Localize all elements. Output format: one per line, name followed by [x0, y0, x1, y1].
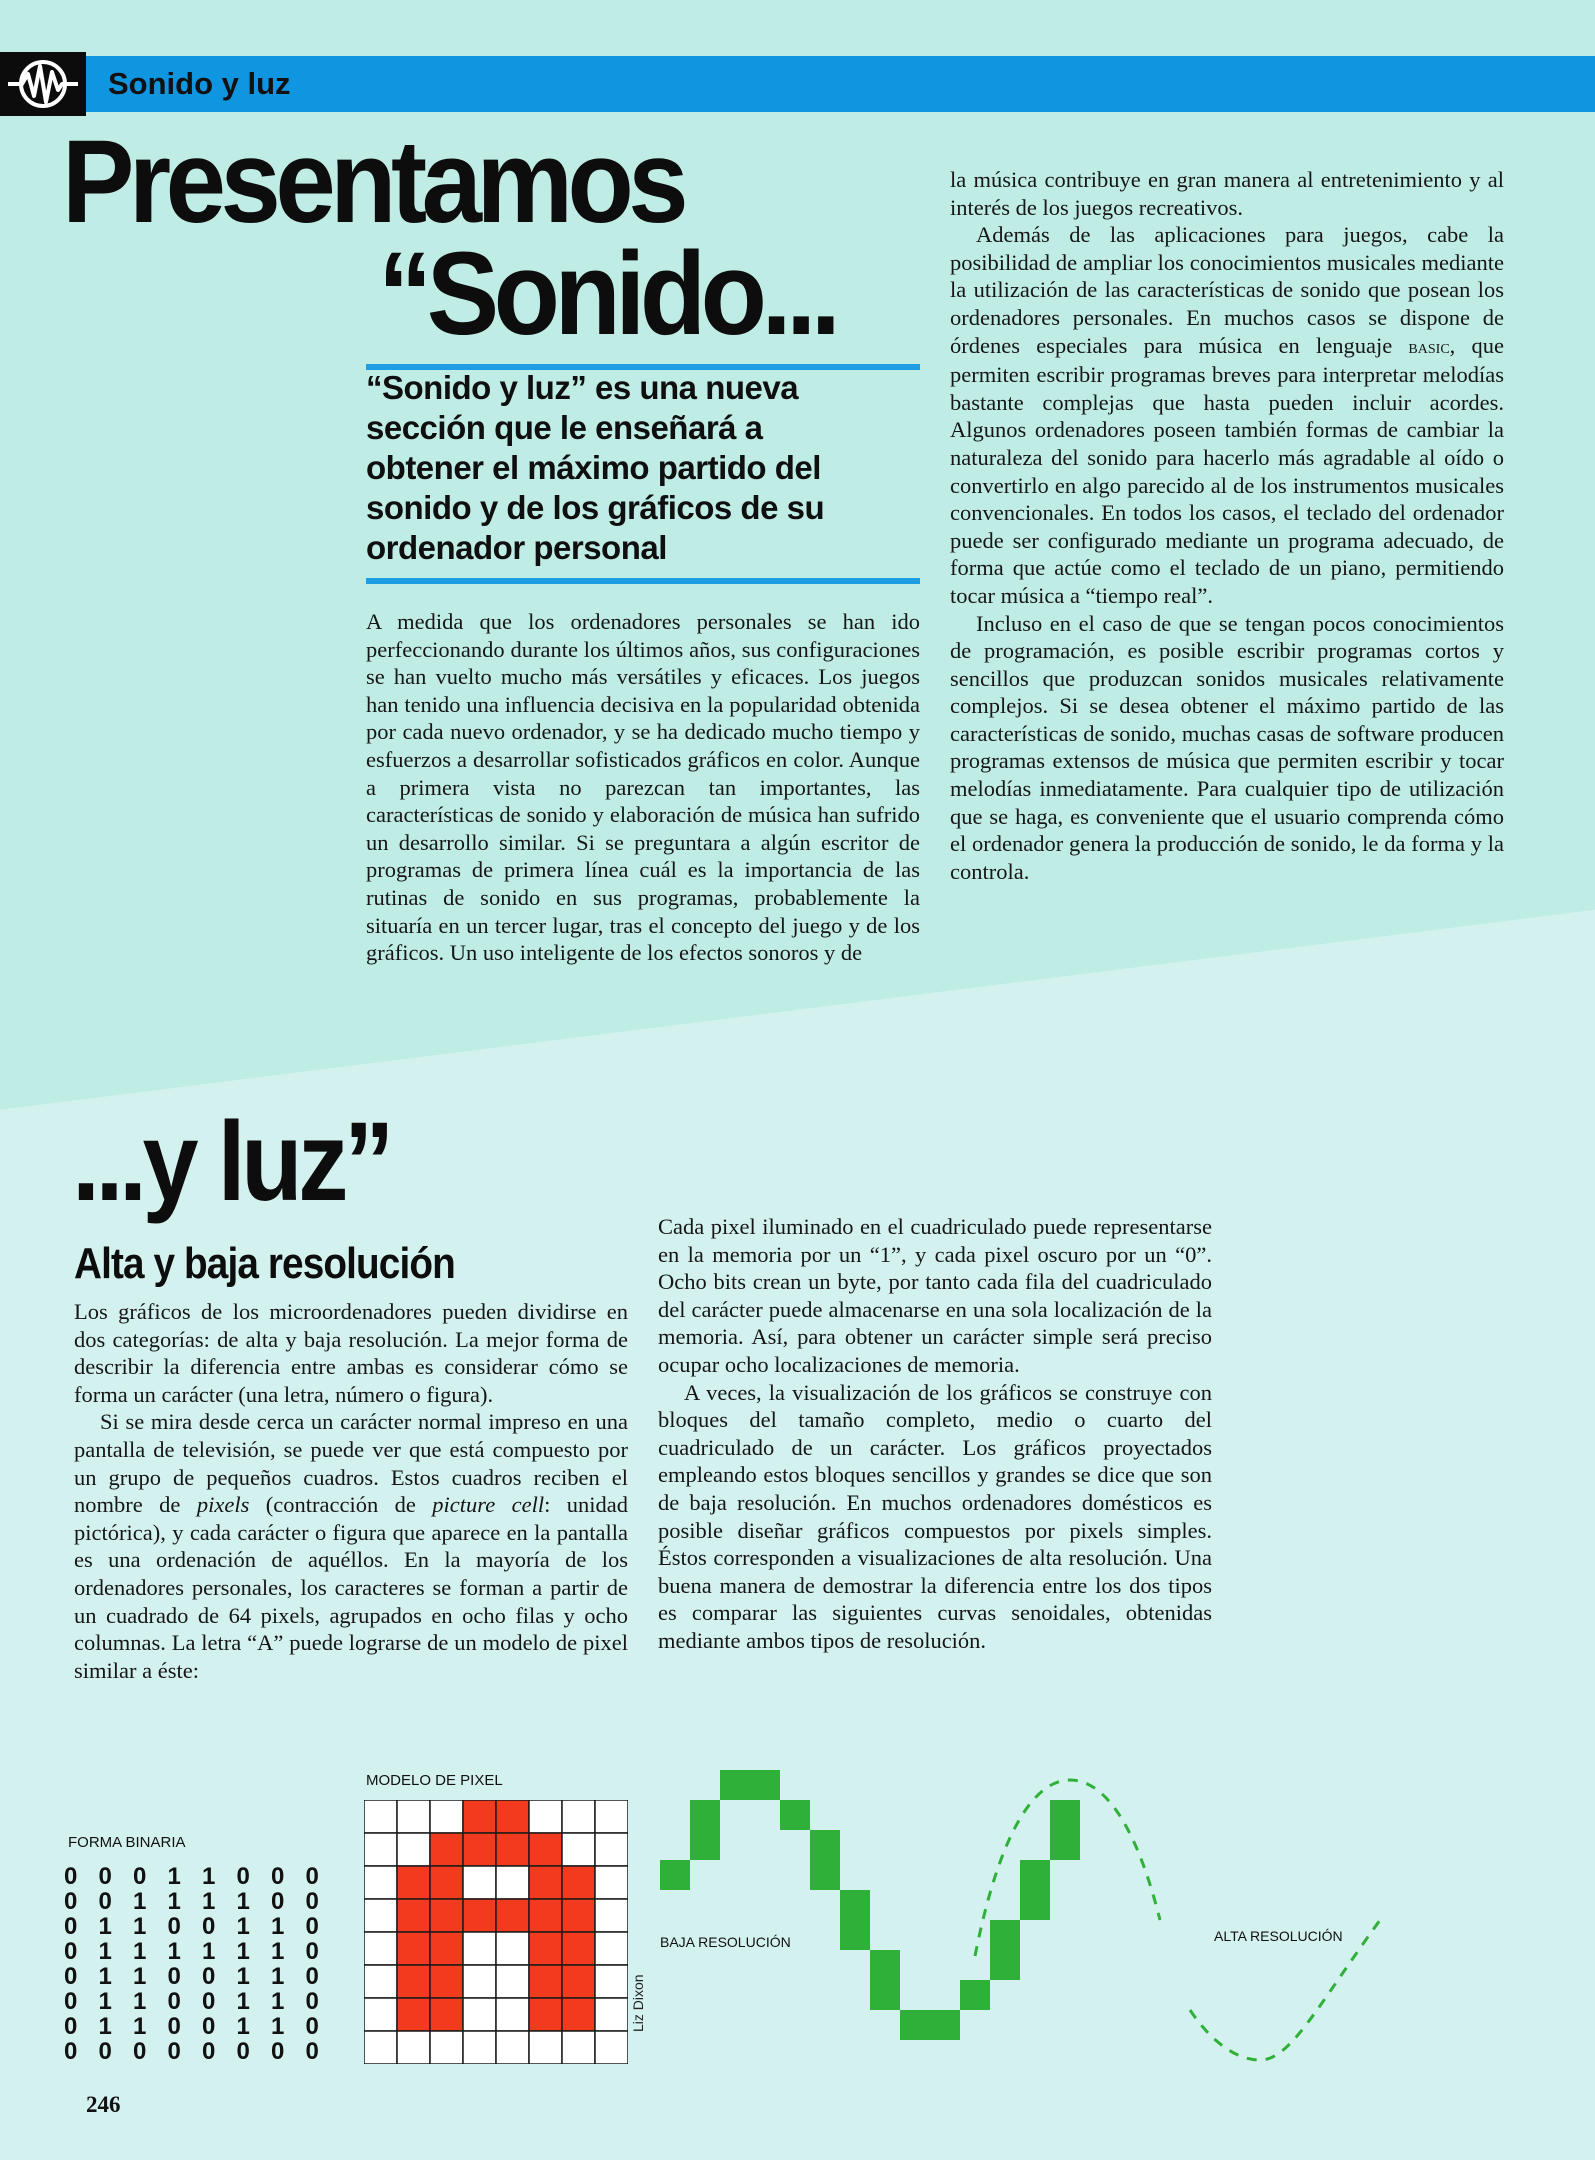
binary-digit: 1	[133, 1888, 147, 1915]
lit-pixel	[397, 1998, 430, 2031]
text-run: , que permiten escribir programas breves para interpretar melodías bastante complejas que hasta pueden incluir acordes. Algunos ordenadores poseen también formas de cambiar la naturaleza del sonido para hacerlo más agradable al oído o convertirlo en algo parecido al de los instrumentos musicales convencionales. En todos los casos, el teclado del ordenador puede ser configurado mediante un programa adecuado, de forma que actúe como el teclado de un piano, permitiendo tocar música a “tiempo real”.	[950, 332, 1504, 608]
binary-digit: 0	[64, 1863, 78, 1890]
lit-pixel	[529, 1965, 562, 1998]
lit-pixel	[430, 1932, 463, 1965]
lit-pixel	[430, 1965, 463, 1998]
dark-pixel	[496, 1998, 529, 2031]
lit-pixel	[397, 1899, 430, 1932]
binary-digit: 0	[305, 2013, 319, 2040]
dark-pixel	[496, 1866, 529, 1899]
dark-pixel	[463, 1932, 496, 1965]
binary-digit: 0	[64, 1938, 78, 1965]
italic-term: pixels	[196, 1492, 250, 1518]
text-run: Si se mira desde cerca un carácter normal impreso en una pantalla de televisión, se puede ver que está compuesto por un grupo de pequeños cuadros. Estos cuadros reciben el nombre de	[74, 1409, 628, 1518]
binary-digit: 1	[133, 1988, 147, 2015]
paragraph	[74, 1408, 628, 1684]
binary-digit: 1	[98, 1988, 112, 2015]
dark-pixel	[595, 1965, 628, 1998]
dark-pixel	[595, 1866, 628, 1899]
binary-digit: 1	[133, 1963, 147, 1990]
binary-row	[64, 2014, 340, 2039]
binary-digit: 1	[271, 1988, 285, 2015]
pixel-model-label: MODELO DE PIXEL	[366, 1772, 503, 1789]
dark-pixel	[562, 2031, 595, 2064]
binary-digit: 1	[202, 1863, 216, 1890]
section2-title: ...y luz”	[72, 1099, 390, 1224]
dark-pixel	[595, 1833, 628, 1866]
low-resolution-label: BAJA RESOLUCIÓN	[660, 1934, 791, 1950]
binary-digit: 1	[271, 1913, 285, 1940]
lit-pixel	[430, 1899, 463, 1932]
body-column-bottom-left	[74, 1298, 628, 1684]
binary-digit: 1	[167, 1888, 181, 1915]
dark-pixel	[364, 1932, 397, 1965]
binary-row	[64, 1864, 340, 1889]
lit-pixel	[496, 1899, 529, 1932]
low-res-block	[780, 1800, 810, 1830]
binary-row	[64, 1889, 340, 1914]
section-logo	[0, 52, 86, 116]
lit-pixel	[397, 1965, 430, 1998]
binary-digit: 1	[236, 1938, 250, 1965]
text-run: : unidad pictórica), y cada carácter o figura que aparece en la pantalla es una ordenación de aquéllos. En la mayoría de los ordenadores personales, los caracteres se forman a partir de un cuadrado de 64 pixels, agrupados en ocho filas y ocho columnas. La letra “A” puede lograrse de un modelo de pixel similar a éste:	[74, 1492, 629, 1683]
binary-digit: 1	[236, 1888, 250, 1915]
intro-bottom-rule	[366, 578, 920, 584]
binary-digit: 0	[305, 2038, 319, 2065]
binary-digit: 1	[271, 2013, 285, 2040]
intro-line: “Sonido y luz” es una nueva	[366, 369, 799, 406]
binary-digit: 0	[64, 2038, 78, 2065]
dark-pixel	[364, 1866, 397, 1899]
binary-digit: 0	[64, 1963, 78, 1990]
lit-pixel	[430, 1998, 463, 2031]
intro-line: ordenador personal	[366, 529, 667, 566]
dark-pixel	[364, 2031, 397, 2064]
intro-deck	[366, 368, 916, 568]
low-res-block	[810, 1860, 840, 1890]
low-res-block	[870, 1980, 900, 2010]
lit-pixel	[562, 1965, 595, 1998]
lit-pixel	[430, 1866, 463, 1899]
lit-pixel	[496, 1833, 529, 1866]
low-res-block	[660, 1860, 690, 1890]
binary-digit: 0	[202, 2013, 216, 2040]
dark-pixel	[496, 1965, 529, 1998]
binary-digit: 0	[271, 1888, 285, 1915]
dark-pixel	[595, 1800, 628, 1833]
intro-line: sonido y de los gráficos de su	[366, 489, 825, 526]
lit-pixel	[529, 1932, 562, 1965]
paragraph	[950, 221, 1504, 609]
binary-digit: 0	[64, 1988, 78, 2015]
italic-term: picture cell	[432, 1492, 545, 1518]
lit-pixel	[496, 1800, 529, 1833]
binary-digit: 1	[167, 1863, 181, 1890]
low-res-block	[870, 1950, 900, 1980]
lit-pixel	[562, 1899, 595, 1932]
binary-digit: 0	[305, 1938, 319, 1965]
intro-line: obtener el máximo partido del	[366, 449, 821, 486]
binary-digit: 0	[305, 1963, 319, 1990]
binary-digit: 0	[64, 1888, 78, 1915]
section-title: Sonido y luz	[108, 66, 291, 101]
paragraph: Los gráficos de los microordenadores pueden dividirse en dos categorías: de alta y baja resolución. La mejor forma de describir la diferencia entre ambas es considerar cómo se forma un carácter (una letra, número o figura).	[74, 1299, 628, 1407]
dark-pixel	[364, 1899, 397, 1932]
binary-digit: 1	[98, 2013, 112, 2040]
dark-pixel	[397, 1800, 430, 1833]
dark-pixel	[463, 2031, 496, 2064]
binary-row	[64, 1914, 340, 1939]
binary-form-label: FORMA BINARIA	[68, 1834, 186, 1851]
binary-digit: 0	[64, 1913, 78, 1940]
binary-row	[64, 1939, 340, 1964]
binary-digit: 1	[167, 1938, 181, 1965]
text-run: Además de las aplicaciones para juegos, cabe la posibilidad de ampliar los conocimientos musicales mediante la utilización de las características de sonido que posean los ordenadores personales. En muchos casos se dispone de órdenes especiales para música en lenguaje	[950, 222, 1504, 358]
lit-pixel	[463, 1800, 496, 1833]
paragraph: la música contribuye en gran manera al entretenimiento y al interés de los juegos recreativos.	[950, 167, 1504, 220]
dark-pixel	[463, 1998, 496, 2031]
dark-pixel	[364, 1833, 397, 1866]
dark-pixel	[463, 1965, 496, 1998]
page-title-line-1: Presentamos	[62, 116, 684, 248]
dark-pixel	[529, 1800, 562, 1833]
binary-digit: 0	[133, 1863, 147, 1890]
lit-pixel	[463, 1899, 496, 1932]
binary-digit: 1	[202, 1888, 216, 1915]
lit-pixel	[529, 1998, 562, 2031]
binary-row	[64, 1989, 340, 2014]
lit-pixel	[397, 1932, 430, 1965]
body-column-bottom-right	[658, 1213, 1212, 1655]
binary-row	[64, 2039, 340, 2064]
basic-keyword: basic	[1408, 335, 1450, 358]
page-title-line-2: “Sonido...	[378, 228, 836, 360]
binary-digit: 1	[133, 1938, 147, 1965]
lit-pixel	[562, 1866, 595, 1899]
binary-digit: 0	[271, 2038, 285, 2065]
low-res-block	[690, 1800, 720, 1830]
lit-pixel	[529, 1866, 562, 1899]
lit-pixel	[397, 1866, 430, 1899]
low-res-block	[750, 1770, 780, 1800]
binary-row	[64, 1964, 340, 1989]
binary-digit: 0	[202, 2038, 216, 2065]
dark-pixel	[463, 1866, 496, 1899]
body-column-top-left	[366, 608, 920, 967]
dark-pixel	[529, 2031, 562, 2064]
binary-digit: 0	[167, 1913, 181, 1940]
intro-line: sección que le enseñará a	[366, 409, 763, 446]
lit-pixel	[529, 1899, 562, 1932]
binary-digit: 0	[167, 2013, 181, 2040]
binary-digit: 1	[133, 2013, 147, 2040]
binary-digit: 0	[271, 1863, 285, 1890]
waveform-icon	[0, 52, 86, 116]
dark-pixel	[496, 1932, 529, 1965]
paragraph: A veces, la visualización de los gráficos se construye con bloques del tamaño completo, medio o cuarto del cuadriculado de un carácter. Los gráficos proyectados empleando estos bloques sencillos y grandes se dice que son de baja resolución. En muchos ordenadores domésticos es posible diseñar gráficos compuestos por pixels simples. Éstos corresponden a visualizaciones de alta resolución. Una buena manera de demostrar la diferencia entre los dos tipos es comparar las siguientes curvas senoidales, obtenidas mediante ambos tipos de resolución.	[658, 1379, 1212, 1653]
dark-pixel	[595, 1998, 628, 2031]
binary-digit: 1	[133, 1913, 147, 1940]
body-column-top-right	[950, 166, 1504, 885]
low-res-block	[840, 1890, 870, 1920]
binary-digit: 0	[305, 1888, 319, 1915]
binary-digit: 0	[167, 1963, 181, 1990]
dark-pixel	[364, 1800, 397, 1833]
low-res-block	[900, 2010, 930, 2040]
binary-digit: 0	[98, 2038, 112, 2065]
binary-digit: 0	[236, 2038, 250, 2065]
dark-pixel	[364, 1965, 397, 1998]
binary-digit: 0	[98, 1888, 112, 1915]
paragraph: Cada pixel iluminado en el cuadriculado puede representarse en la memoria por un “1”, y cada pixel oscuro por un “0”. Ocho bits crean un byte, por tanto cada fila del cuadriculado del carácter puede almacenarse en una sola localización de la memoria. Así, para obtener un carácter simple será preciso ocupar ocho localizaciones de memoria.	[658, 1214, 1212, 1377]
dark-pixel	[430, 2031, 463, 2064]
lit-pixel	[463, 1833, 496, 1866]
paragraph: Incluso en el caso de que se tengan pocos conocimientos de programación, es posible escribir programas cortos y sencillos que produzcan sonidos musicales relativamente complejos. Si se desea obtener el máximo partido de las características de sonido, muchas casas de software producen programas extensos de música que permiten escribir y tocar melodías inmediatamente. Para cualquier tipo de utilización que se haga, es conveniente que el usuario comprenda cómo el ordenador genera la producción de sonido, le da forma y la controla.	[950, 610, 1504, 884]
text-run: (contracción de	[249, 1492, 416, 1518]
binary-digit: 1	[98, 1963, 112, 1990]
low-res-block	[840, 1920, 870, 1950]
dark-pixel	[595, 2031, 628, 2064]
binary-digit: 1	[98, 1913, 112, 1940]
dark-pixel	[397, 1833, 430, 1866]
binary-digit: 1	[236, 2013, 250, 2040]
illustration-credit: Liz Dixon	[630, 1974, 646, 2032]
high-resolution-sine-wave	[960, 1770, 1400, 2070]
binary-digit: 1	[236, 1963, 250, 1990]
dark-pixel	[397, 2031, 430, 2064]
binary-digit: 1	[236, 1913, 250, 1940]
binary-digit: 0	[202, 1913, 216, 1940]
low-res-block	[690, 1830, 720, 1860]
low-res-block	[720, 1770, 750, 1800]
dark-pixel	[562, 1833, 595, 1866]
paragraph: A medida que los ordenadores personales se han ido perfeccionando durante los últimos años, sus configuraciones se han vuelto mucho más versátiles y eficaces. Los juegos han tenido una influencia decisiva en la popularidad obtenida por cada nuevo ordenador, y se ha dedicado mucho tiempo y esfuerzos a desarrollar sofisticados gráficos en color. Aunque a primera vista no parezcan tan importantes, las características de sonido y elaboración de música han sufrido un desarrollo similar. Si se preguntara a algún escritor de programas de primera línea cuál es la importancia de las rutinas de sonido en sus programas, probablemente la situaría en un tercer lugar, tras el concepto del juego y de los gráficos. Un uso inteligente de los efectos sonoros y de	[366, 609, 920, 966]
binary-table	[64, 1864, 340, 2064]
lit-pixel	[562, 1932, 595, 1965]
binary-digit: 0	[202, 1963, 216, 1990]
binary-digit: 0	[202, 1988, 216, 2015]
binary-digit: 0	[167, 2038, 181, 2065]
binary-digit: 0	[305, 1863, 319, 1890]
dark-pixel	[496, 2031, 529, 2064]
dark-pixel	[430, 1800, 463, 1833]
dark-pixel	[364, 1998, 397, 2031]
low-res-block	[810, 1830, 840, 1860]
binary-digit: 0	[305, 1988, 319, 2015]
page-number: 246	[86, 2092, 121, 2117]
high-resolution-label: ALTA RESOLUCIÓN	[1214, 1928, 1343, 1944]
binary-digit: 0	[236, 1863, 250, 1890]
low-res-block	[930, 2010, 960, 2040]
binary-digit: 0	[98, 1863, 112, 1890]
lit-pixel	[430, 1833, 463, 1866]
binary-digit: 1	[271, 1963, 285, 1990]
binary-digit: 1	[202, 1938, 216, 1965]
dark-pixel	[562, 1800, 595, 1833]
dark-pixel	[595, 1932, 628, 1965]
binary-digit: 1	[98, 1938, 112, 1965]
lit-pixel	[529, 1833, 562, 1866]
binary-digit: 0	[305, 1913, 319, 1940]
dark-pixel	[595, 1899, 628, 1932]
binary-digit: 0	[133, 2038, 147, 2065]
pixel-model-grid	[364, 1800, 628, 2064]
binary-digit: 0	[64, 2013, 78, 2040]
binary-digit: 1	[236, 1988, 250, 2015]
section2-subhead: Alta y baja resolución	[74, 1239, 455, 1288]
binary-digit: 0	[167, 1988, 181, 2015]
lit-pixel	[562, 1998, 595, 2031]
binary-digit: 1	[271, 1938, 285, 1965]
